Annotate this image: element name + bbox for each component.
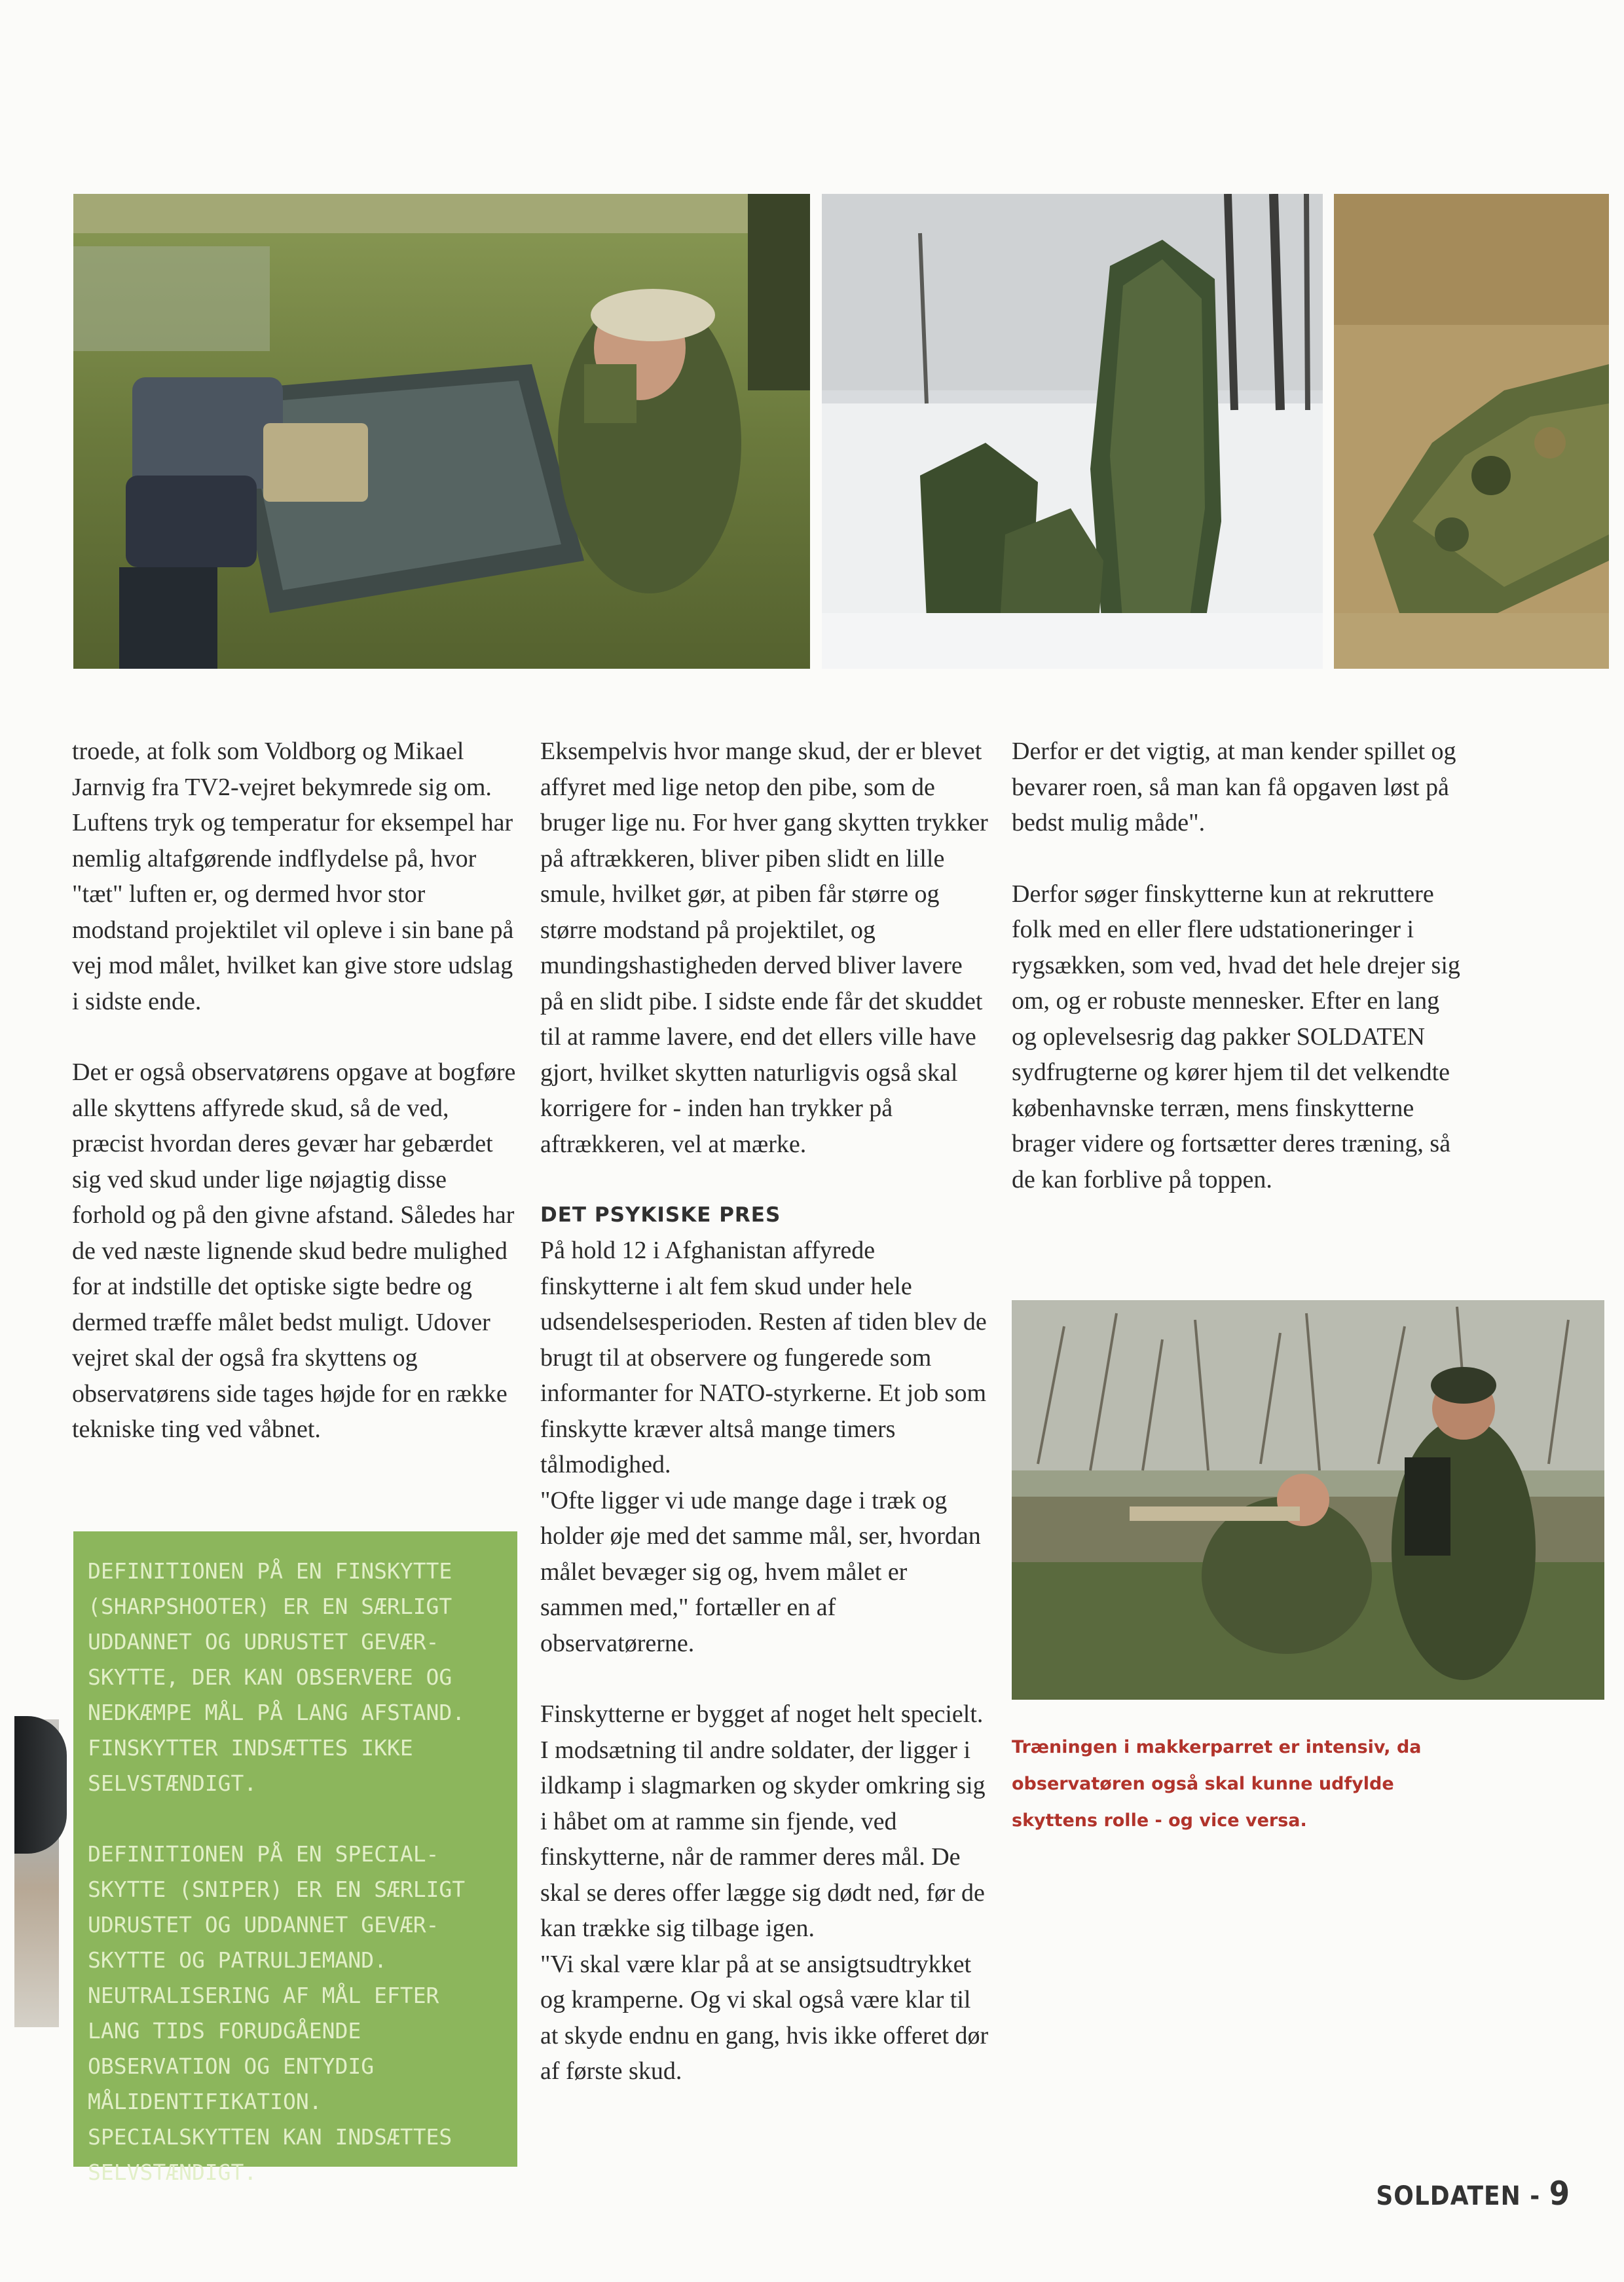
col3-paragraph-2: Derfor søger finskytterne kun at rekruttere folk med en eller flere udstationeringer i rygsækken, som ved, hvad det hele drejer sig om, og er robuste mennesker. Efter en lang og oplevelsesrig dag pakker SOLDATEN sydfrugterne og kører hjem til det velkendte københavnske terræn, mens finskytterne brager videre og fortsætter deres træning, så de kan forblive på toppen. xyxy=(1012,880,1460,1193)
photo-camouflage-grass xyxy=(1334,194,1609,669)
col2-quote-1: "Ofte ligger vi ude mange dage i træk og holder øje med det samme mål, ser, hvordan målet bevæger sig og, hvem målet er sammen med," fortæller en af observatørerne. xyxy=(540,1486,981,1657)
col2-paragraph-2: På hold 12 i Afghanistan affyrede finskytterne i alt fem skud under hele udsendelsesperioden. Resten af tiden blev de brugt til at observere og fungerede som informanter for NATO-styrkerne. Et job som finskytte kræver altså mange timers tålmodighed. xyxy=(540,1237,987,1478)
definitions-box xyxy=(73,1531,517,2185)
photo-sniper-pair-training xyxy=(1012,1300,1604,1700)
magazine-name: SOLDATEN - xyxy=(1376,2181,1541,2211)
col2-paragraph-1: Eksempelvis hvor mange skud, der er blevet affyret med lige netop den pibe, som de bruger lige nu. For hver gang skytten trykker på aftrækkeren, bliver piben slidt en lille smule, hvilket gør, at piben får større og større modstand på projektilet, og mundingshastigheden derved bliver lavere på en slidt pibe. I sidste ende får det skuddet til at ramme lavere, end det ellers ville have gjort, hvilket skytten naturligvis også skal korrigere for - inden han trykker på aftrækkeren, vel at mærke. xyxy=(540,738,988,1158)
column-2 xyxy=(540,734,992,2089)
col1-paragraph-1: troede, at folk som Voldborg og Mikael Jarnvig fra TV2-vejret bekymrede sig om. Luftens tryk og temperatur for eksempel har nemlig altafgørende indflydelse på, hvor "tæt" luften er, og dermed hvor stor modstand projektilet vil opleve i sin bane på vej mod målet, hvilket kan give store udslag i sidste ende. xyxy=(72,738,514,1015)
bleed-scope-fragment xyxy=(14,1716,67,1854)
col3-paragraph-1: Derfor er det vigtig, at man kender spillet og bevarer roen, så man kan få opgaven løst på bedst mulig måde". xyxy=(1012,738,1456,836)
photo-caption: Træningen i makkerparret er intensiv, da observatøren også skal kunne udfylde skyttens rolle - og vice versa. xyxy=(1012,1737,1422,1831)
definition-sharpshooter: DEFINITIONEN PÅ EN FINSKYTTE (SHARPSHOOTER) ER EN SÆRLIGT UDDANNET OG UDRUSTET GEVÆR-SKYTTE, DER KAN OBSERVERE OG NEDKÆMPE MÅL PÅ LANG AFSTAND. FINSKYTTER INDSÆTTES IKKE SELVSTÆNDIGT. xyxy=(88,1558,466,1796)
col1-paragraph-2: Det er også observatørens opgave at bogføre alle skyttens affyrede skud, så de ved, præcist hvordan deres gevær har gebærdet sig ved skud under lige nøjagtig disse forhold og på den givne afstand. Således har de ved næste lignende skud bedre mulighed for at indstille det optiske sigte bedre og dermed træffe målet bedst muligt. Udover vejret skal der også fra skyttens og observatørens side tages højde for en række tekniske ting ved våbnet. xyxy=(72,1058,516,1443)
photo-sniper-rifle-case xyxy=(73,194,810,669)
col2-quote-2: "Vi skal være klar på at se ansigtsudtrykket og kramperne. Og vi skal også være klar til at skyde endnu en gang, hvis ikke offeret dør af første skud. xyxy=(540,1950,989,2085)
photo-ghillie-snow xyxy=(822,194,1323,669)
column-3 xyxy=(1012,734,1470,1197)
column-1 xyxy=(72,734,517,1448)
definition-sniper: DEFINITIONEN PÅ EN SPECIAL-SKYTTE (SNIPER) ER EN SÆRLIGT UDRUSTET OG UDDANNET GEVÆR-SKYTTE OG PATRULJEMAND. NEUTRALISERING AF MÅL EFTER LANG TIDS FORUDGÅENDE OBSERVATION OG ENTYDIG MÅLIDENTIFIKATION. SPECIALSKYTTEN KAN INDSÆTTES SELVSTÆNDIGT. xyxy=(88,1841,466,2185)
col2-paragraph-3: Finskytterne er bygget af noget helt specielt. I modsætning til andre soldater, der ligger i ildkamp i slagmarken og skyder omkring sig i håbet om at ramme sin fjende, ved finskytterne, når de rammer deres mål. De skal se deres offer lægge sig dødt ned, før de kan trække sig tilbage igen. xyxy=(540,1700,986,1942)
page-footer xyxy=(1376,2175,1570,2213)
section-heading: DET PSYKISKE PRES xyxy=(540,1203,781,1227)
page-number: 9 xyxy=(1549,2175,1570,2213)
